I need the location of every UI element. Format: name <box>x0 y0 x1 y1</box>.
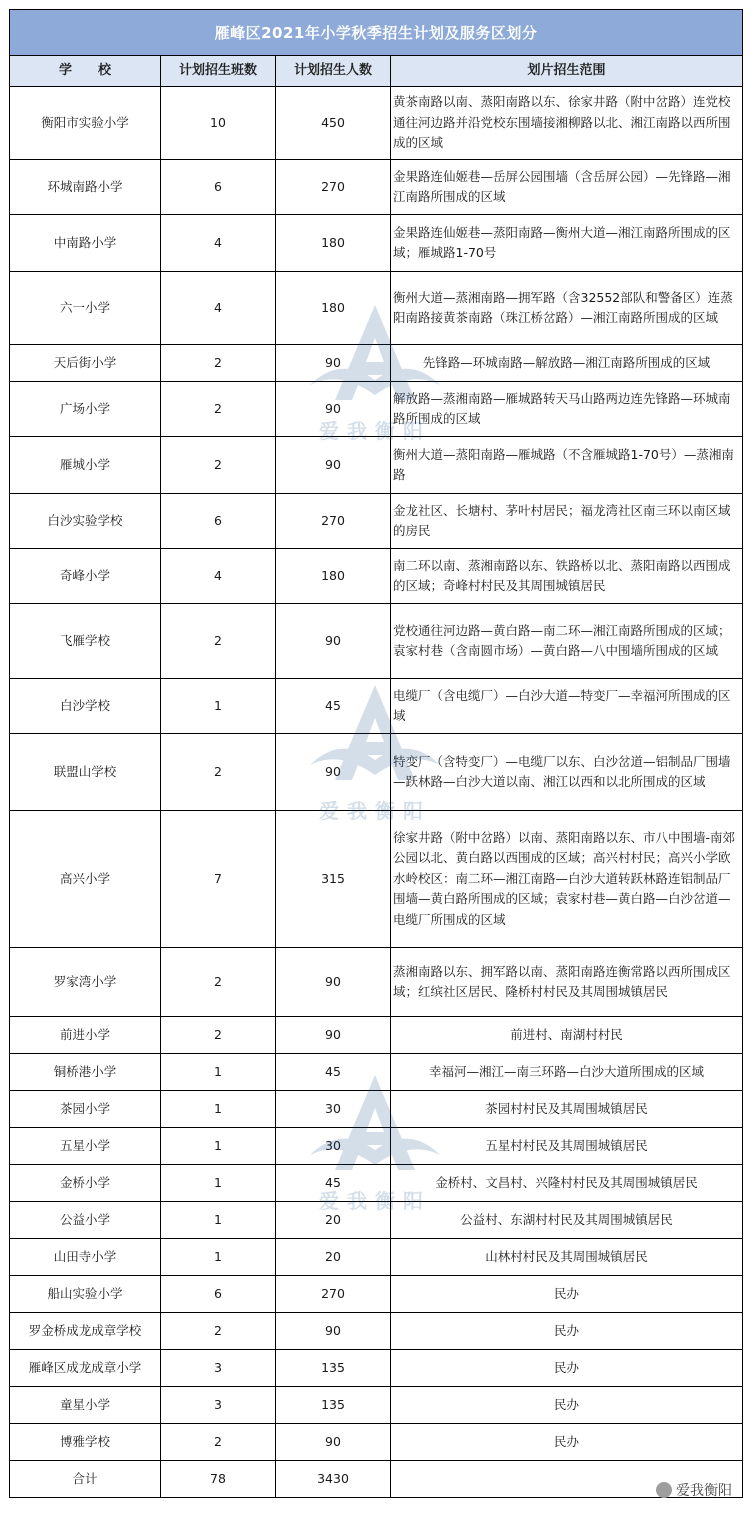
table-row <box>10 494 743 549</box>
school-cell: 中南路小学 <box>10 215 161 272</box>
table-row <box>10 382 743 437</box>
range-cell: 山林村村民及其周围城镇居民 <box>391 1239 743 1276</box>
total-students: 3430 <box>276 1461 391 1498</box>
classes-cell: 4 <box>161 272 276 345</box>
total-row <box>10 1461 743 1498</box>
range-cell: 徐家井路（附中岔路）以南、蒸阳南路以东、市八中围墙-南郊公园以北、黄白路以西围成的区域；高兴村村民；高兴小学欧水岭校区：南二环—湘江南路—白沙大道转跃林路连铝制品厂围墙—黄白路所围成的区域；袁家村巷—黄白路—白沙岔道—电缆厂所围成的区域 <box>391 811 743 948</box>
table-row <box>10 1128 743 1165</box>
table-row <box>10 215 743 272</box>
table-row <box>10 87 743 160</box>
watermark-text: 爱我衡阳 <box>319 419 431 443</box>
school-cell: 茶园小学 <box>10 1091 161 1128</box>
students-cell: 45 <box>276 1054 391 1091</box>
school-cell: 高兴小学 <box>10 811 161 948</box>
table-row <box>10 1054 743 1091</box>
table-row <box>10 1239 743 1276</box>
footer-mark-text: 爱我衡阳 <box>676 1483 732 1499</box>
classes-cell: 2 <box>161 1424 276 1461</box>
watermark-text: 爱我衡阳 <box>319 1189 431 1213</box>
classes-cell: 4 <box>161 549 276 604</box>
school-cell: 罗金桥成龙成章学校 <box>10 1313 161 1350</box>
classes-cell: 1 <box>161 1091 276 1128</box>
school-cell: 雁城小学 <box>10 437 161 494</box>
table-row <box>10 1202 743 1239</box>
table-row <box>10 604 743 679</box>
classes-cell: 1 <box>161 1202 276 1239</box>
range-cell: 茶园村村民及其周围城镇居民 <box>391 1091 743 1128</box>
school-cell: 山田寺小学 <box>10 1239 161 1276</box>
range-cell: 金果路连仙姬巷—蒸阳南路—衡州大道—湘江南路所围成的区域；雁城路1-70号 <box>391 215 743 272</box>
students-cell: 45 <box>276 1165 391 1202</box>
school-cell: 飞雁学校 <box>10 604 161 679</box>
students-cell: 90 <box>276 734 391 811</box>
range-cell: 金果路连仙姬巷—岳屏公园围墙（含岳屏公园）—先锋路—湘江南路所围成的区域 <box>391 160 743 215</box>
table-title-row <box>10 10 743 56</box>
classes-cell: 4 <box>161 215 276 272</box>
range-cell: 先锋路—环城南路—解放路—湘江南路所围成的区域 <box>391 345 743 382</box>
school-cell: 博雅学校 <box>10 1424 161 1461</box>
table-row <box>10 1091 743 1128</box>
wechat-icon <box>656 1482 672 1498</box>
range-cell: 民办 <box>391 1387 743 1424</box>
students-cell: 450 <box>276 87 391 160</box>
range-cell: 衡州大道—蒸湘南路—拥军路（含32552部队和警备区）连蒸阳南路接黄茶南路（珠江桥岔路）—湘江南路所围成的区域 <box>391 272 743 345</box>
students-cell: 90 <box>276 604 391 679</box>
school-cell: 船山实验小学 <box>10 1276 161 1313</box>
header-classes: 计划招生班数 <box>161 56 276 87</box>
table-row <box>10 1276 743 1313</box>
students-cell: 180 <box>276 215 391 272</box>
students-cell: 90 <box>276 1017 391 1054</box>
students-cell: 315 <box>276 811 391 948</box>
table-row <box>10 345 743 382</box>
school-cell: 公益小学 <box>10 1202 161 1239</box>
classes-cell: 1 <box>161 1239 276 1276</box>
classes-cell: 2 <box>161 1313 276 1350</box>
classes-cell: 3 <box>161 1350 276 1387</box>
students-cell: 90 <box>276 345 391 382</box>
school-cell: 衡阳市实验小学 <box>10 87 161 160</box>
table-row <box>10 1350 743 1387</box>
range-cell: 蒸湘南路以东、拥军路以南、蒸阳南路连衡常路以西所围成区域；红缤社区居民、隆桥村村民及其周围城镇居民 <box>391 948 743 1017</box>
enrollment-table <box>9 9 743 1498</box>
classes-cell: 1 <box>161 1054 276 1091</box>
classes-cell: 2 <box>161 604 276 679</box>
range-cell: 电缆厂（含电缆厂）—白沙大道—特变厂—幸福河所围成的区域 <box>391 679 743 734</box>
school-cell: 广场小学 <box>10 382 161 437</box>
classes-cell: 2 <box>161 437 276 494</box>
school-cell: 金桥小学 <box>10 1165 161 1202</box>
table-row <box>10 1387 743 1424</box>
table-row <box>10 549 743 604</box>
school-cell: 铜桥港小学 <box>10 1054 161 1091</box>
header-school: 学 校 <box>10 56 161 87</box>
table-row <box>10 1313 743 1350</box>
range-cell: 五星村村民及其周围城镇居民 <box>391 1128 743 1165</box>
school-cell: 奇峰小学 <box>10 549 161 604</box>
table-row <box>10 948 743 1017</box>
range-cell: 前进村、南湖村村民 <box>391 1017 743 1054</box>
range-cell: 民办 <box>391 1350 743 1387</box>
table-header-row <box>10 56 743 87</box>
range-cell: 衡州大道—蒸阳南路—雁城路（不含雁城路1-70号）—蒸湘南路 <box>391 437 743 494</box>
header-range: 划片招生范围 <box>391 56 743 87</box>
enrollment-table-container <box>9 9 742 1498</box>
school-cell: 童星小学 <box>10 1387 161 1424</box>
school-cell: 白沙学校 <box>10 679 161 734</box>
total-classes: 78 <box>161 1461 276 1498</box>
table-row <box>10 734 743 811</box>
classes-cell: 2 <box>161 1017 276 1054</box>
table-row <box>10 1424 743 1461</box>
classes-cell: 1 <box>161 1165 276 1202</box>
classes-cell: 6 <box>161 160 276 215</box>
range-cell: 金龙社区、长塘村、茅叶村居民；福龙湾社区南三环以南区域的房民 <box>391 494 743 549</box>
classes-cell: 2 <box>161 948 276 1017</box>
classes-cell: 2 <box>161 345 276 382</box>
students-cell: 30 <box>276 1091 391 1128</box>
range-cell: 金桥村、文昌村、兴隆村村民及其周围城镇居民 <box>391 1165 743 1202</box>
classes-cell: 7 <box>161 811 276 948</box>
students-cell: 90 <box>276 1424 391 1461</box>
range-cell: 解放路—蒸湘南路—雁城路转天马山路两边连先锋路—环城南路所围成的区域 <box>391 382 743 437</box>
students-cell: 270 <box>276 1276 391 1313</box>
students-cell: 135 <box>276 1387 391 1424</box>
students-cell: 180 <box>276 272 391 345</box>
range-cell: 民办 <box>391 1313 743 1350</box>
students-cell: 45 <box>276 679 391 734</box>
footer-wechat-mark <box>656 1480 732 1500</box>
classes-cell: 1 <box>161 679 276 734</box>
table-row <box>10 437 743 494</box>
classes-cell: 10 <box>161 87 276 160</box>
range-cell: 幸福河—湘江—南三环路—白沙大道所围成的区域 <box>391 1054 743 1091</box>
table-row <box>10 1165 743 1202</box>
students-cell: 90 <box>276 948 391 1017</box>
school-cell: 前进小学 <box>10 1017 161 1054</box>
header-students: 计划招生人数 <box>276 56 391 87</box>
table-row <box>10 1017 743 1054</box>
range-cell: 特变厂（含特变厂）—电缆厂以东、白沙岔道—铝制品厂围墙—跃林路—白沙大道以南、湘江以西和以北所围成的区域 <box>391 734 743 811</box>
school-cell: 六一小学 <box>10 272 161 345</box>
school-cell: 天后街小学 <box>10 345 161 382</box>
classes-cell: 6 <box>161 1276 276 1313</box>
watermark-text: 爱我衡阳 <box>319 799 431 823</box>
classes-cell: 2 <box>161 382 276 437</box>
table-row <box>10 272 743 345</box>
classes-cell: 1 <box>161 1128 276 1165</box>
students-cell: 90 <box>276 1313 391 1350</box>
range-cell: 黄茶南路以南、蒸阳南路以东、徐家井路（附中岔路）连党校通往河边路并沿党校东围墙接湘柳路以北、湘江南路以西所围成的区域 <box>391 87 743 160</box>
classes-cell: 2 <box>161 734 276 811</box>
range-cell: 南二环以南、蒸湘南路以东、铁路桥以北、蒸阳南路以西围成的区域；奇峰村村民及其周围城镇居民 <box>391 549 743 604</box>
table-row <box>10 160 743 215</box>
table-row <box>10 679 743 734</box>
school-cell: 罗家湾小学 <box>10 948 161 1017</box>
students-cell: 90 <box>276 437 391 494</box>
table-row <box>10 811 743 948</box>
students-cell: 270 <box>276 494 391 549</box>
total-label: 合计 <box>10 1461 161 1498</box>
students-cell: 20 <box>276 1239 391 1276</box>
school-cell: 联盟山学校 <box>10 734 161 811</box>
classes-cell: 6 <box>161 494 276 549</box>
page-title: 雁峰区2021年小学秋季招生计划及服务区划分 <box>10 10 743 56</box>
school-cell: 白沙实验学校 <box>10 494 161 549</box>
students-cell: 270 <box>276 160 391 215</box>
school-cell: 环城南路小学 <box>10 160 161 215</box>
students-cell: 135 <box>276 1350 391 1387</box>
students-cell: 180 <box>276 549 391 604</box>
range-cell: 民办 <box>391 1424 743 1461</box>
students-cell: 30 <box>276 1128 391 1165</box>
school-cell: 雁峰区成龙成章小学 <box>10 1350 161 1387</box>
range-cell: 公益村、东湖村村民及其周围城镇居民 <box>391 1202 743 1239</box>
school-cell: 五星小学 <box>10 1128 161 1165</box>
classes-cell: 3 <box>161 1387 276 1424</box>
students-cell: 90 <box>276 382 391 437</box>
range-cell: 党校通往河边路—黄白路—南二环—湘江南路所围成的区域；袁家村巷（含南圆市场）—黄白路—八中围墙所围成的区域 <box>391 604 743 679</box>
students-cell: 20 <box>276 1202 391 1239</box>
range-cell: 民办 <box>391 1276 743 1313</box>
